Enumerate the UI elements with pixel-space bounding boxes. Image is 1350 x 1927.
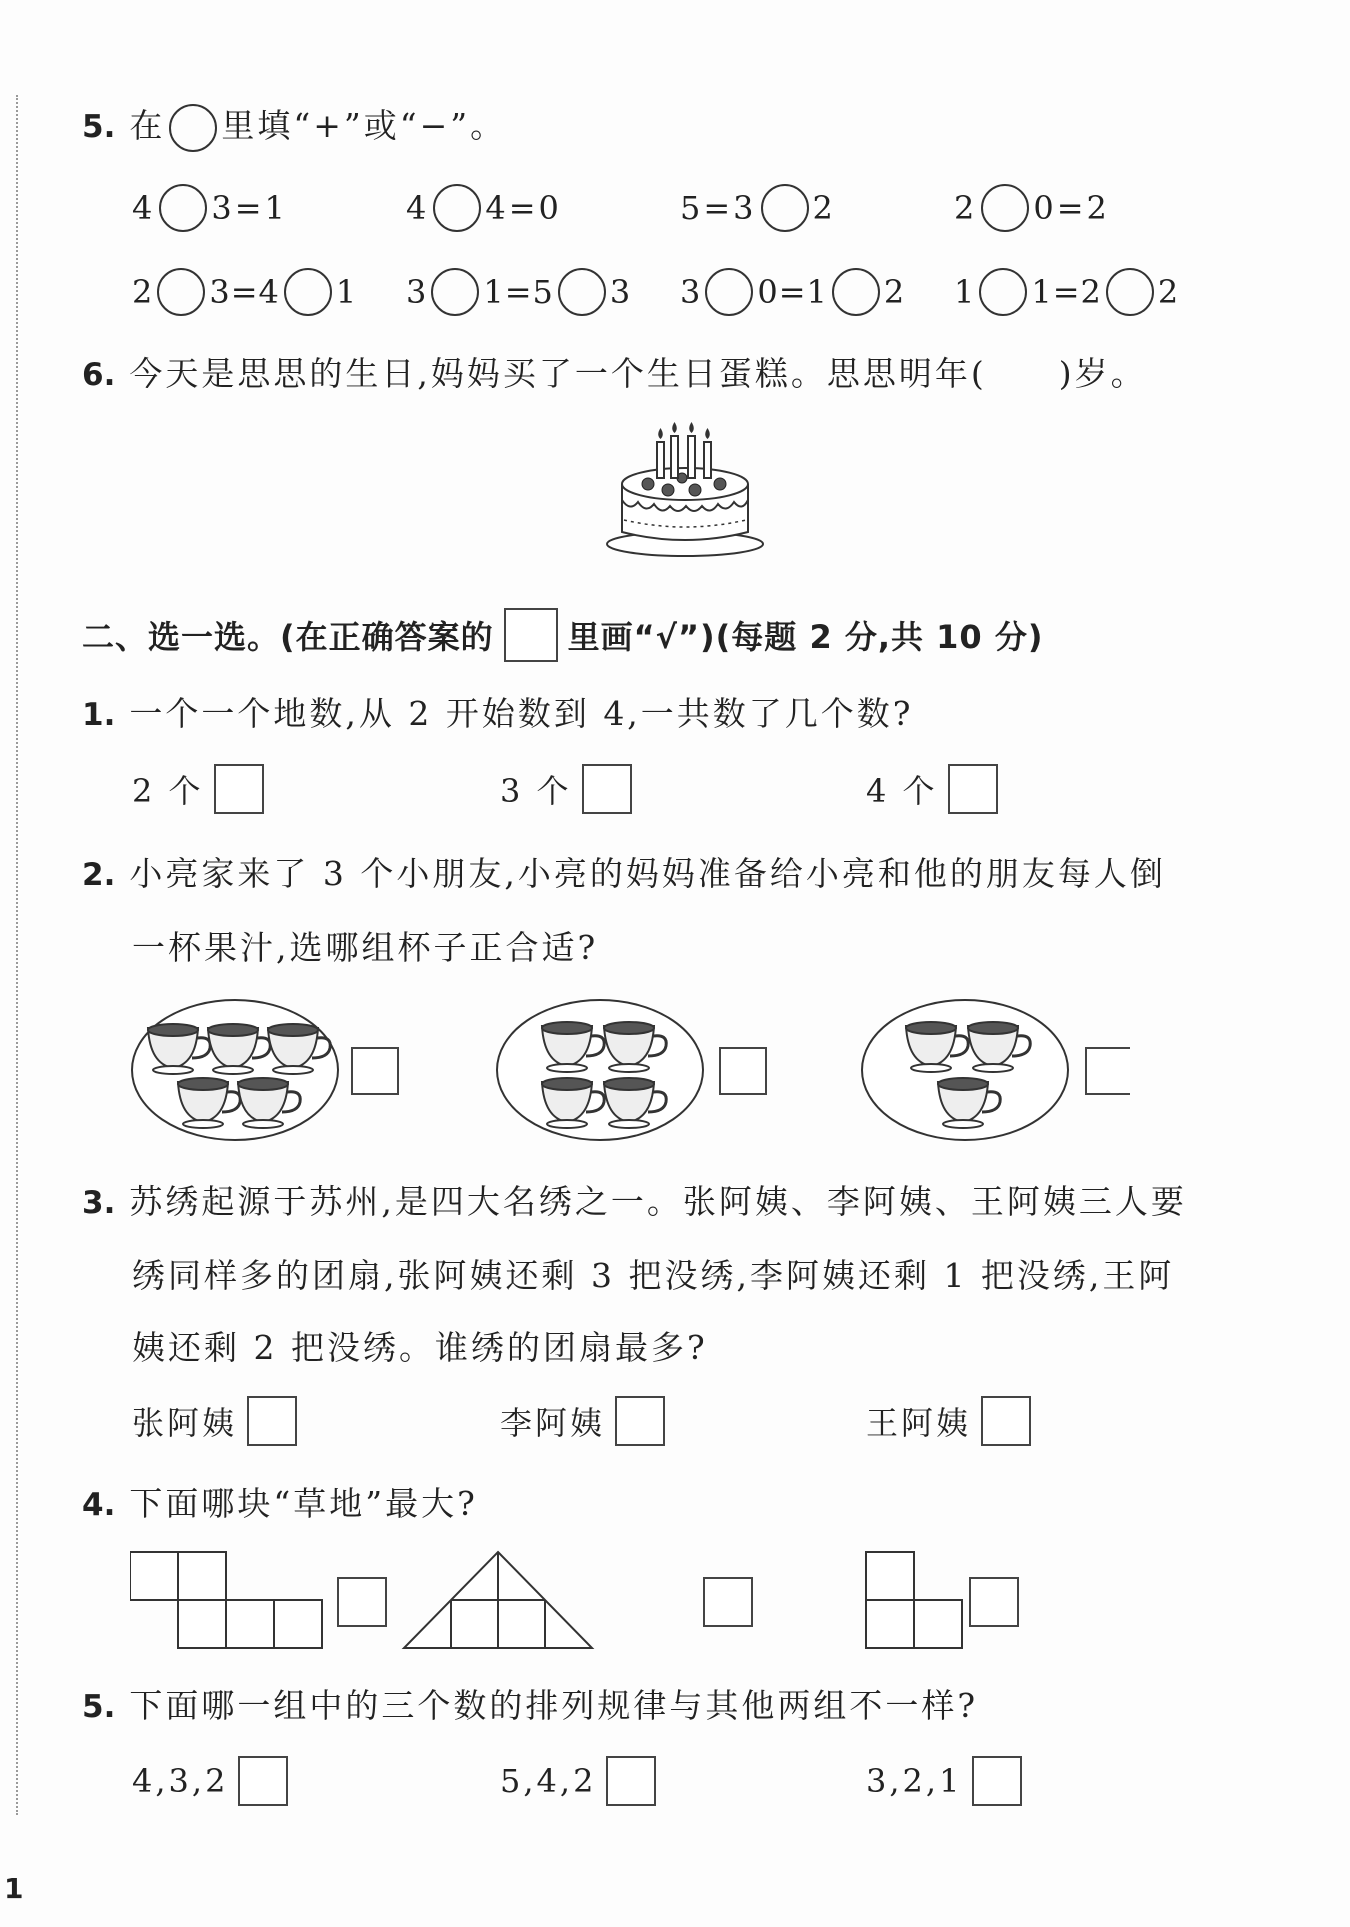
answer-circle[interactable]: [433, 184, 481, 232]
equation-2-3: 3 0=1 2: [680, 268, 905, 316]
answer-checkbox[interactable]: [720, 1048, 766, 1094]
s2-q3-option-a: 张阿姨: [132, 1396, 297, 1446]
s2-q1-option-c: 4 个: [866, 764, 998, 814]
answer-checkbox[interactable]: [615, 1396, 665, 1446]
equation-2-4: 1 1=2 2: [954, 268, 1179, 316]
s2-q3-option-b: 李阿姨: [500, 1396, 665, 1446]
answer-checkbox[interactable]: [981, 1396, 1031, 1446]
equation-2-2: 3 1=5 3: [406, 268, 631, 316]
sample-checkbox: [504, 608, 558, 662]
answer-circle[interactable]: [284, 268, 332, 316]
s2-question-2-line2: 一杯果汁,选哪组杯子正合适?: [132, 928, 599, 967]
s2-question-5: 5. 下面哪一组中的三个数的排列规律与其他两组不一样?: [82, 1686, 979, 1725]
question-5-fill-sign: 5. 在 里填“+”或“−”。: [82, 100, 506, 152]
s2-question-3-line2: 绣同样多的团扇,张阿姨还剩 3 把没绣,李阿姨还剩 1 把没绣,王阿: [132, 1256, 1175, 1295]
equation-1-4: 2 0=2: [954, 184, 1110, 232]
answer-checkbox[interactable]: [352, 1048, 398, 1094]
grass-shapes: [130, 1550, 1030, 1652]
s2-q1-option-a: 2 个: [132, 764, 264, 814]
answer-checkbox[interactable]: [704, 1578, 752, 1626]
answer-checkbox[interactable]: [970, 1578, 1018, 1626]
s2-question-3-line3: 姨还剩 2 把没绣。谁绣的团扇最多?: [132, 1328, 708, 1367]
cup-groups: [130, 998, 1130, 1148]
cup-group-4: [497, 1000, 703, 1140]
equation-1-2: 4 4=0: [406, 184, 562, 232]
s2-question-2-line1: 2. 小亮家来了 3 个小朋友,小亮的妈妈准备给小亮和他的朋友每人倒: [82, 854, 1166, 893]
answer-checkbox[interactable]: [972, 1756, 1022, 1806]
equation-2-1: 2 3=4 1: [132, 268, 357, 316]
birthday-cake-icon: [600, 420, 770, 560]
answer-circle[interactable]: [157, 268, 205, 316]
sample-circle: [169, 104, 217, 152]
answer-circle[interactable]: [431, 268, 479, 316]
answer-circle[interactable]: [705, 268, 753, 316]
answer-checkbox[interactable]: [948, 764, 998, 814]
answer-checkbox[interactable]: [214, 764, 264, 814]
answer-checkbox[interactable]: [1086, 1048, 1130, 1094]
answer-circle[interactable]: [981, 184, 1029, 232]
answer-circle[interactable]: [159, 184, 207, 232]
s2-question-4: 4. 下面哪块“草地”最大?: [82, 1484, 478, 1523]
answer-circle[interactable]: [558, 268, 606, 316]
s2-q5-option-a: 4,3,2: [132, 1756, 288, 1806]
s2-q5-option-b: 5,4,2: [500, 1756, 656, 1806]
answer-circle[interactable]: [832, 268, 880, 316]
question-6-birthday: 6. 今天是思思的生日,妈妈买了一个生日蛋糕。思思明年( )岁。: [82, 354, 1147, 393]
s2-q1-option-b: 3 个: [500, 764, 632, 814]
answer-checkbox[interactable]: [606, 1756, 656, 1806]
equation-1-1: 4 3=1: [132, 184, 288, 232]
section-2-heading: 二、选一选。(在正确答案的 里画“√”)(每题 2 分,共 10 分): [82, 608, 1043, 662]
page-number: 1: [4, 1872, 24, 1905]
answer-checkbox[interactable]: [338, 1578, 386, 1626]
answer-circle[interactable]: [979, 268, 1027, 316]
answer-checkbox[interactable]: [238, 1756, 288, 1806]
answer-checkbox[interactable]: [582, 764, 632, 814]
s2-q5-option-c: 3,2,1: [866, 1756, 1022, 1806]
binding-line: [16, 95, 18, 1815]
answer-circle[interactable]: [1106, 268, 1154, 316]
answer-checkbox[interactable]: [247, 1396, 297, 1446]
equation-1-3: 5=3 2: [680, 184, 836, 232]
s2-question-3-line1: 3. 苏绣起源于苏州,是四大名绣之一。张阿姨、李阿姨、王阿姨三人要: [82, 1182, 1187, 1221]
s2-q3-option-c: 王阿姨: [866, 1396, 1031, 1446]
answer-circle[interactable]: [761, 184, 809, 232]
s2-question-1: 1. 一个一个地数,从 2 开始数到 4,一共数了几个数?: [82, 694, 914, 733]
